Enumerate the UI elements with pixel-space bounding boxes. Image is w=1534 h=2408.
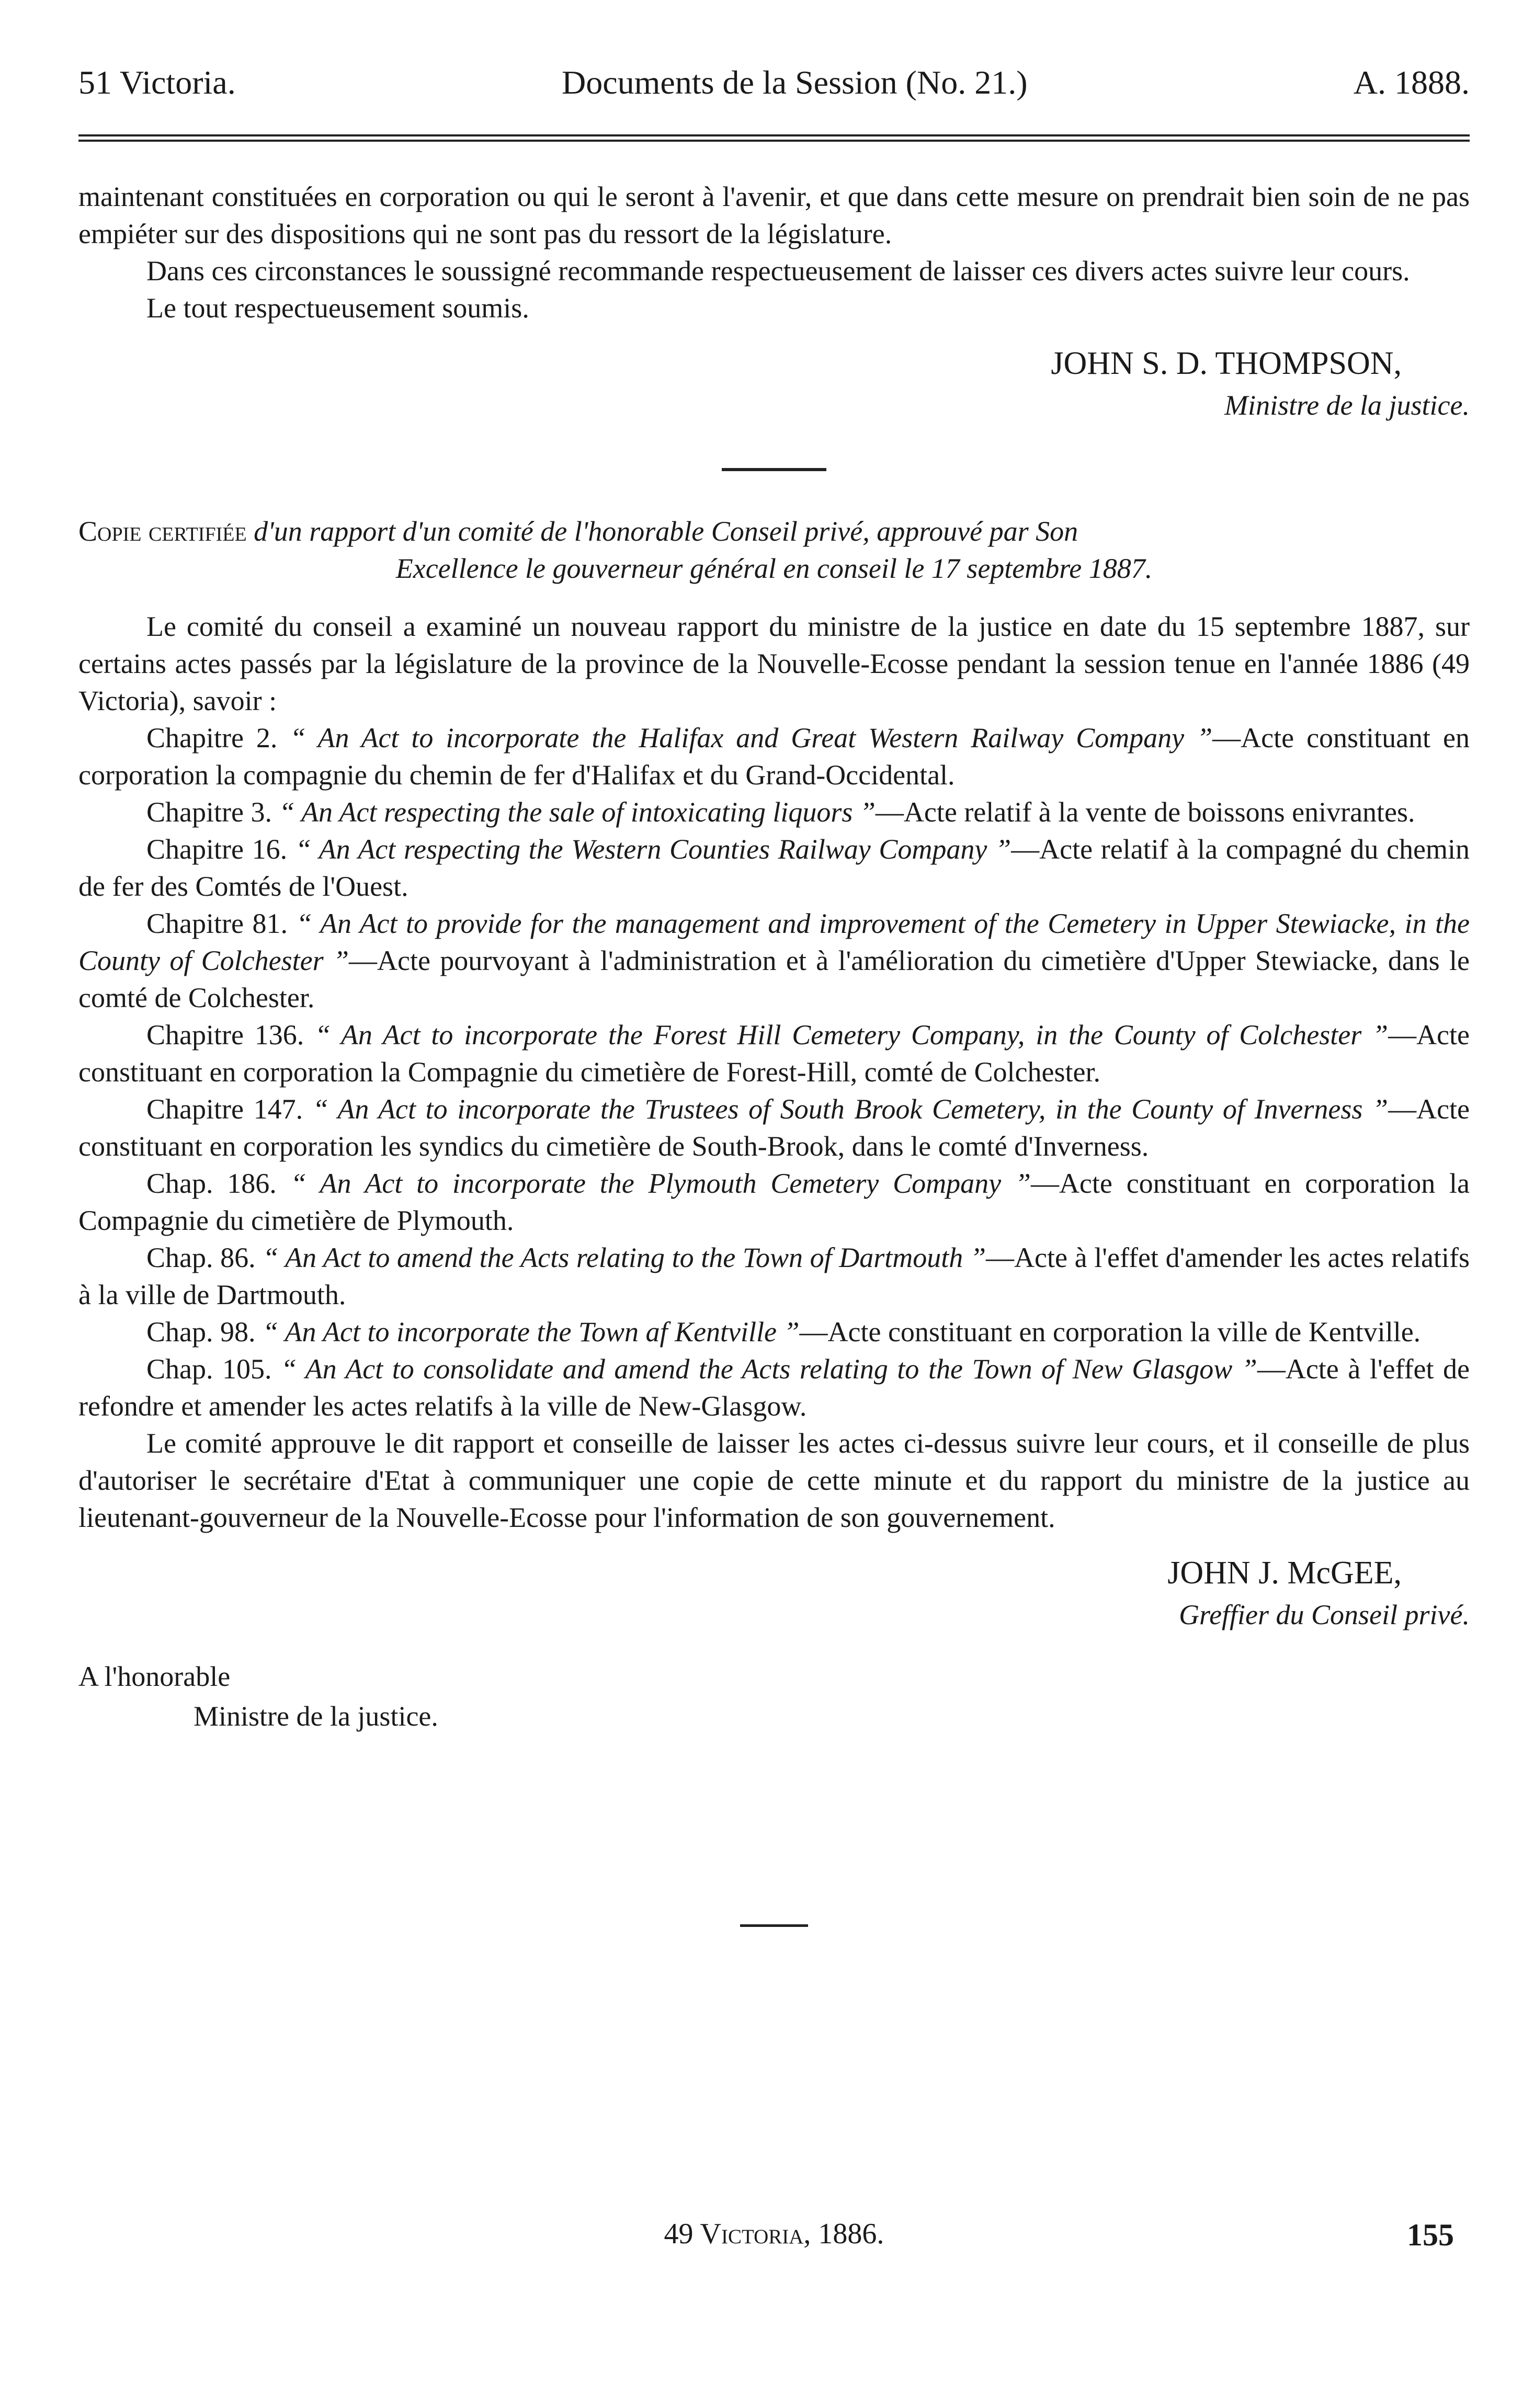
chapter-item (78, 1091, 1470, 1165)
chapter-title: “ An Act to incorporate the Forest Hill Cemetery Company, in the County of Colchester ” (315, 1019, 1389, 1051)
first-report-para2: Dans ces circonstances le soussigné recommande respectueusement de laisser ces divers actes suivre leur cours. (146, 255, 1410, 287)
chapter-item (78, 1165, 1470, 1239)
chapter-desc: —Acte relatif à la vente de boissons enivrantes. (875, 796, 1415, 828)
chapter-desc: —Acte constituant en corporation les syndics du cimetière de South-Brook, dans le comté d'Inverness. (78, 1093, 1470, 1162)
copie-heading (78, 513, 1470, 550)
copie-line2: Excellence le gouverneur général en conseil le 17 septembre 1887. (395, 552, 1153, 584)
chapter-desc: —Acte constituant en corporation la Compagnie du cimetière de Plymouth. (78, 1167, 1470, 1236)
chapter-desc: —Acte constituant en corporation la Compagnie du cimetière de Forest-Hill, comté de Colchester. (78, 1019, 1470, 1088)
chapter-number: Chap. 86. (146, 1241, 256, 1273)
page-number: 155 (1407, 2218, 1454, 2252)
chapter-title: “ An Act to incorporate the Halifax and Great Western Railway Company ” (290, 722, 1213, 754)
addressee-line2: Ministre de la justice. (194, 1700, 438, 1732)
chapter-item (78, 1314, 1470, 1351)
chapter-item (78, 905, 1470, 1017)
chapter-title: “ An Act to provide for the management and improvement of the Cemetery in Upper Stewiacke, in the County of Colchester ” (78, 907, 1470, 976)
chapter-title: “ An Act respecting the Western Counties Railway Company ” (295, 833, 1012, 865)
chapter-item (78, 1239, 1470, 1314)
addressee-block (78, 1657, 1470, 1736)
chapter-desc: —Acte à l'effet de refondre et amender les actes relatifs à la ville de New-Glasgow. (78, 1353, 1470, 1422)
second-signer: JOHN J. McGEE, (1167, 1555, 1402, 1591)
chapter-title: “ An Act respecting the sale of intoxicating liquors ” (279, 796, 876, 828)
copie-rest: d'un rapport d'un comité de l'honorable Conseil privé, approuvé par Son (246, 515, 1078, 547)
chapter-number: Chapitre 136. (146, 1019, 304, 1051)
chapter-number: Chapitre 2. (146, 722, 278, 754)
second-signer-title: Greffier du Conseil privé. (1179, 1599, 1470, 1630)
chapter-desc: —Acte à l'effet d'amender les actes relatifs à la ville de Dartmouth. (78, 1241, 1470, 1310)
chapter-list (78, 720, 1470, 1425)
section-separator (722, 468, 826, 471)
footer-separator (740, 1924, 808, 1927)
header-center: Documents de la Session (No. 21.) (561, 64, 1028, 101)
chapter-title: “ An Act to incorporate the Town af Kentville ” (263, 1316, 800, 1348)
chapter-number: Chapitre 81. (146, 907, 288, 939)
intro-paragraph: Le comité du conseil a examiné un nouveau rapport du ministre de la justice en date du 15 septembre 1887, sur certains actes passés par la législature de la province de la Nouvelle-Ecosse pendant la session tenue en l'année 1886 (49 Victoria), savoir : (78, 610, 1470, 716)
chapter-title: “ An Act to incorporate the Plymouth Cemetery Company ” (290, 1167, 1031, 1199)
chapter-number: Chapitre 16. (146, 833, 288, 865)
chapter-desc: —Acte pourvoyant à l'administration et à l'amélioration du cimetière d'Upper Stewiacke, dans le comté de Colchester. (78, 944, 1470, 1013)
first-report-para3: Le tout respectueusement soumis. (146, 292, 529, 324)
first-signer-title: Ministre de la justice. (1224, 389, 1470, 421)
chapter-item (78, 1351, 1470, 1425)
chapter-title: “ An Act to amend the Acts relating to the Town of Dartmouth ” (263, 1241, 986, 1273)
copie-lead: Copie certifiée (78, 515, 247, 547)
footer-center: 49 Victoria, 1886. (664, 2218, 884, 2250)
chapter-item (78, 1017, 1470, 1091)
document-body (78, 178, 1470, 1927)
chapter-title: “ An Act to incorporate the Trustees of South Brook Cemetery, in the County of Inverness ” (312, 1093, 1389, 1125)
header-right: A. 1888. (1353, 64, 1470, 101)
document-page (78, 63, 1470, 1927)
chapter-number: Chapitre 3. (146, 796, 272, 828)
header-rule (78, 134, 1470, 142)
chapter-number: Chapitre 147. (146, 1093, 303, 1125)
addressee-line1: A l'honorable (78, 1660, 231, 1692)
conclusion-paragraph: Le comité approuve le dit rapport et conseille de laisser les actes ci-dessus suivre leur cours, et il conseille de plus d'autoriser le secrétaire d'Etat à communiquer une copie de cette minute et du rapport du ministre de la justice au lieutenant-gouverneur de la Nouvelle-Ecosse pour l'information de son gouvernement. (78, 1427, 1470, 1533)
chapter-item (78, 794, 1470, 831)
chapter-desc: —Acte relatif à la compagné du chemin de fer des Comtés de l'Ouest. (78, 833, 1470, 902)
chapter-item (78, 720, 1470, 794)
first-report-para1: maintenant constituées en corporation ou qui le seront à l'avenir, et que dans cette mesure on prendrait bien soin de ne pas empiéter sur des dispositions qui ne sont pas du ressort de la législature. (78, 180, 1470, 249)
chapter-desc: —Acte constituant en corporation la compagnie du chemin de fer d'Halifax et du Grand-Occidental. (78, 722, 1470, 791)
chapter-title: “ An Act to consolidate and amend the Acts relating to the Town of New Glasgow ” (281, 1353, 1257, 1385)
header-left: 51 Victoria. (78, 64, 236, 101)
chapter-number: Chap. 98. (146, 1316, 256, 1348)
first-signer: JOHN S. D. THOMPSON, (1051, 345, 1402, 381)
chapter-number: Chap. 186. (146, 1167, 277, 1199)
chapter-desc: —Acte constituant en corporation la ville de Kentville. (799, 1316, 1421, 1348)
chapter-item (78, 831, 1470, 905)
chapter-number: Chap. 105. (146, 1353, 272, 1385)
running-header (78, 63, 1470, 103)
